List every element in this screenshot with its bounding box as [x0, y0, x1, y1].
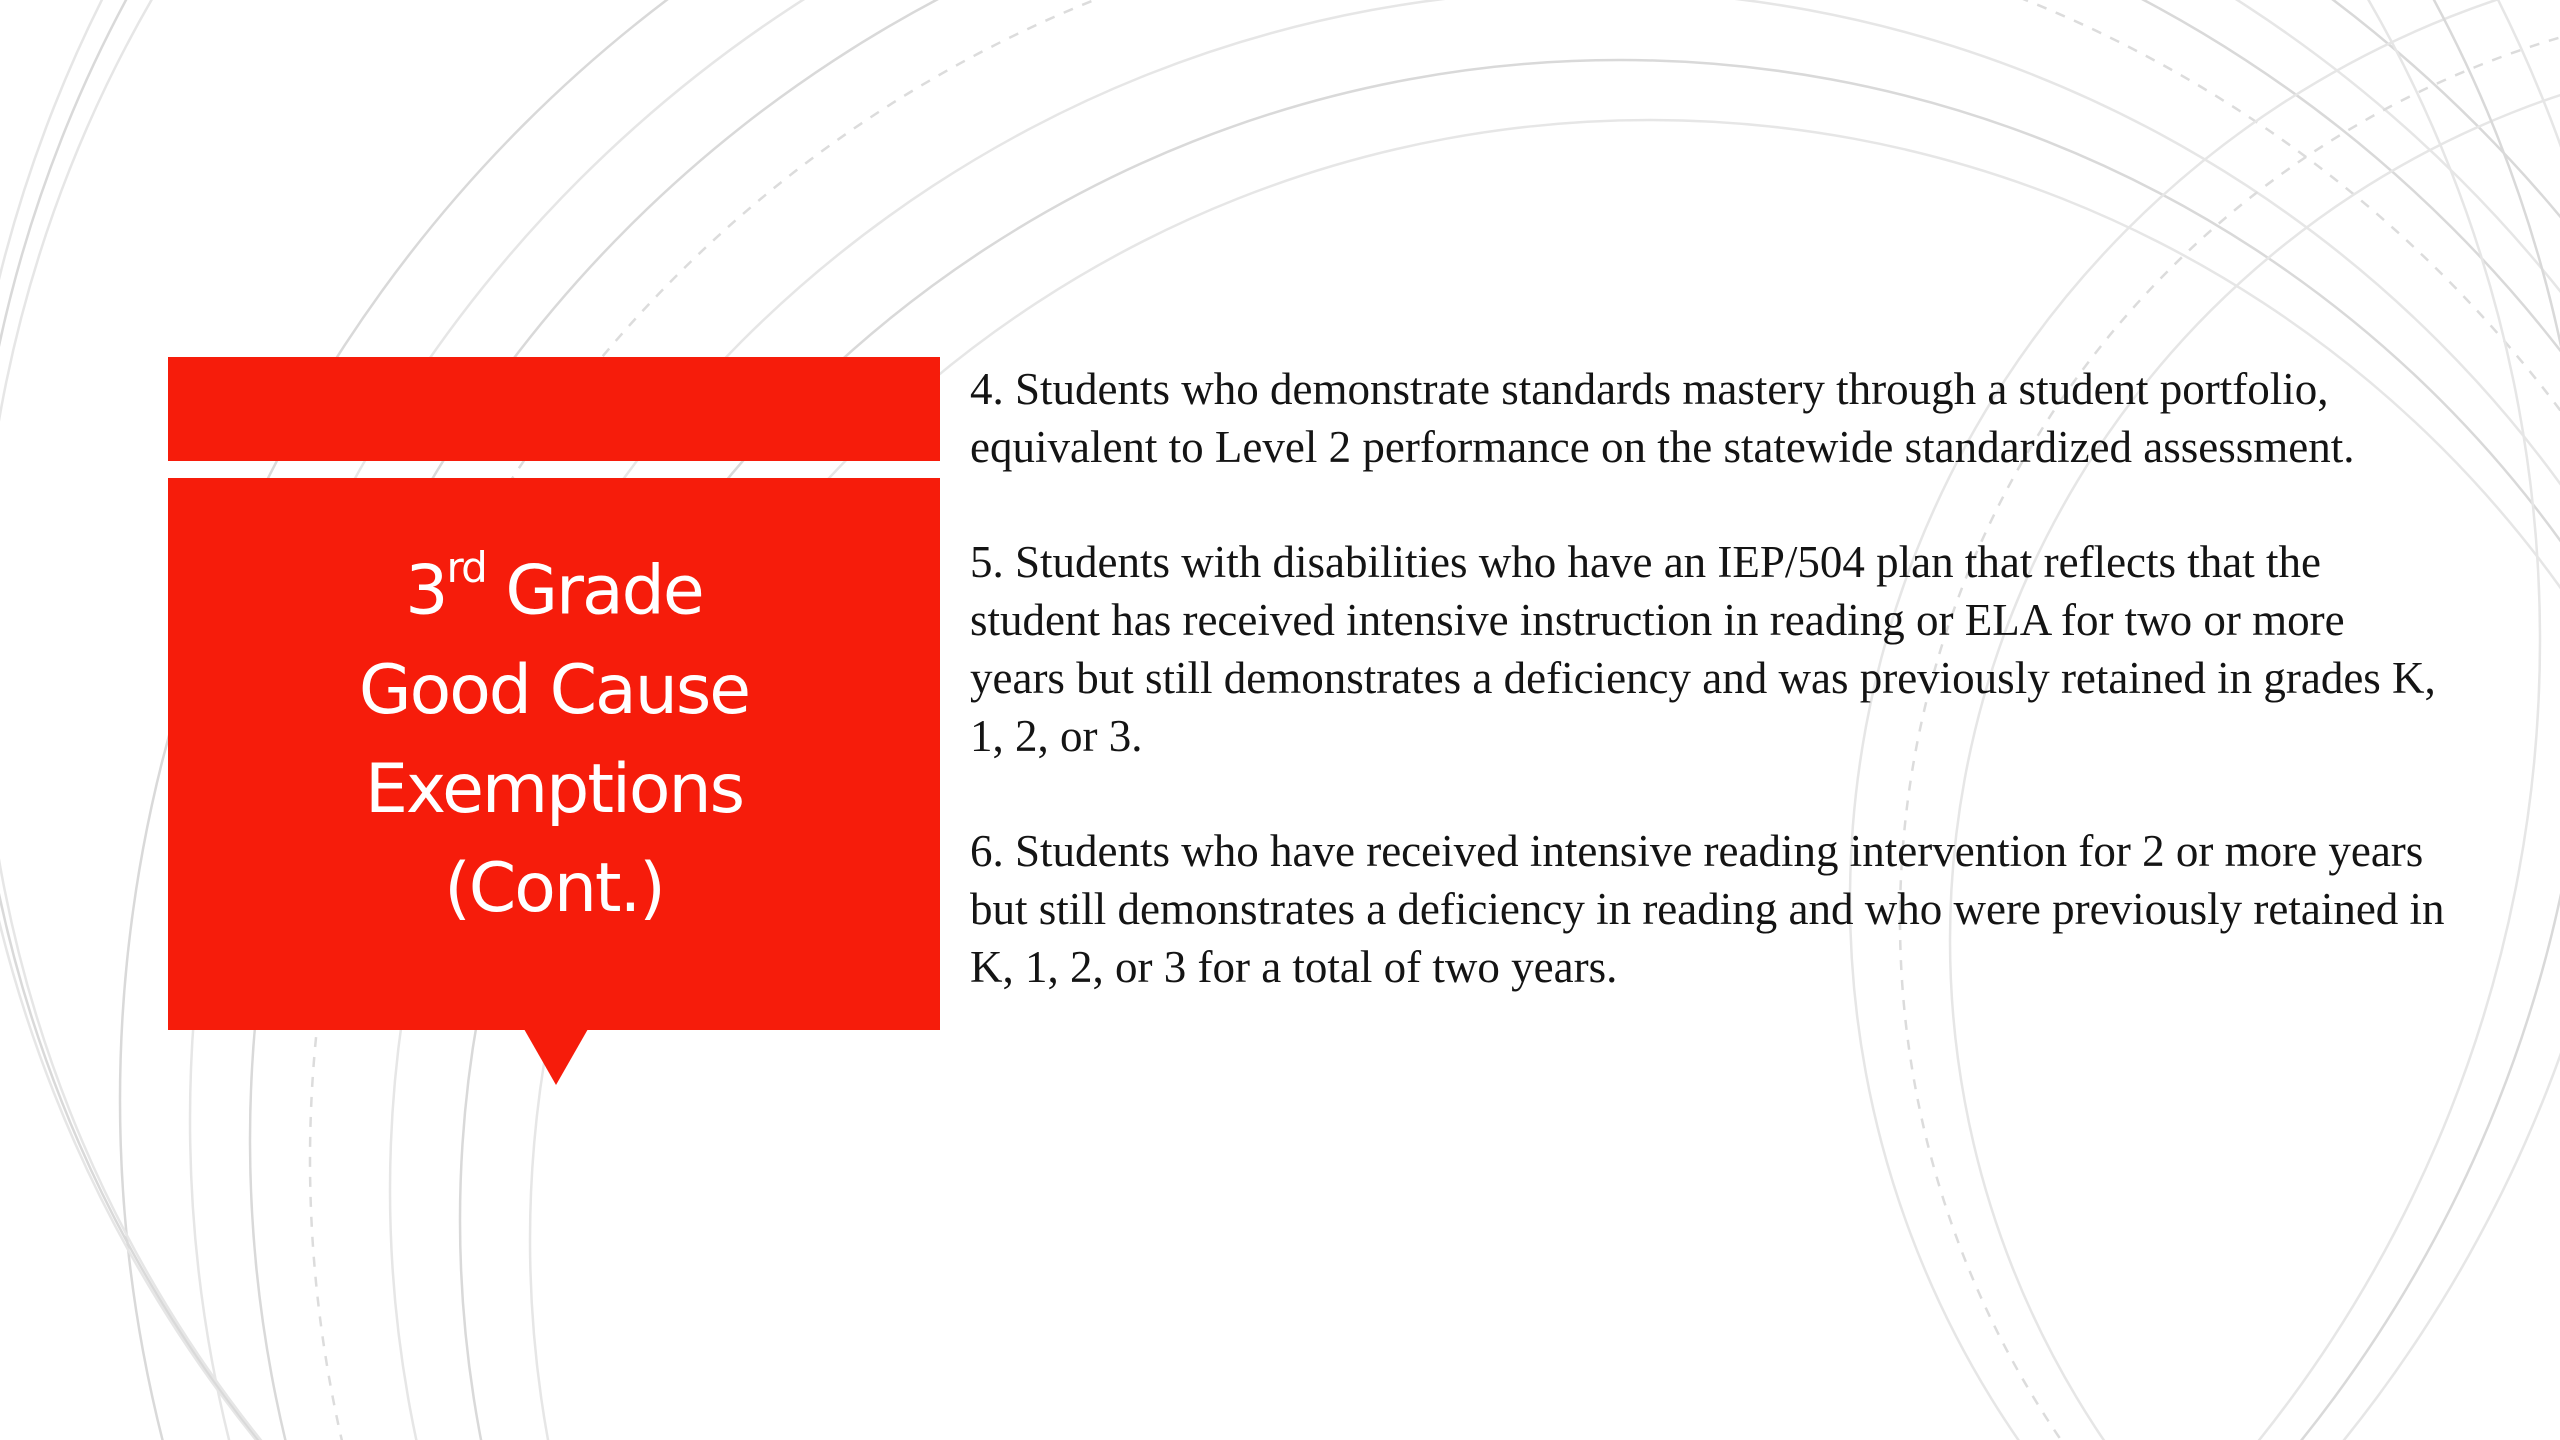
title-accent-bar — [168, 357, 940, 461]
exemption-item-5: 5. Students with disabilities who have an IEP/504 plan that reflects that the student has received intensive instruction in reading or ELA for two or more years but still demonstrates a deficiency and was previously retained in grades K, 1, 2, or 3. — [970, 537, 2436, 761]
exemption-item-4: 4. Students who demonstrate standards mastery through a student portfolio, equivalent to Level 2 performance on the statewide standardized assessment. — [970, 364, 2355, 472]
title-line-3: Exemptions — [364, 749, 744, 829]
title-superscript: rd — [446, 543, 486, 593]
title-box — [168, 478, 940, 1030]
title-line-4: (Cont.) — [444, 848, 664, 928]
title-line-2: Good Cause — [358, 650, 750, 730]
slide-title — [359, 526, 749, 938]
title-callout-pointer — [524, 1029, 588, 1085]
slide-body — [970, 360, 2450, 996]
title-number: 3 — [405, 551, 447, 631]
title-line-1: Grade — [485, 551, 703, 631]
exemption-item-6: 6. Students who have received intensive reading intervention for 2 or more years but still demonstrates a deficiency in reading and who were previously retained in K, 1, 2, or 3 for a total of two years. — [970, 826, 2445, 992]
